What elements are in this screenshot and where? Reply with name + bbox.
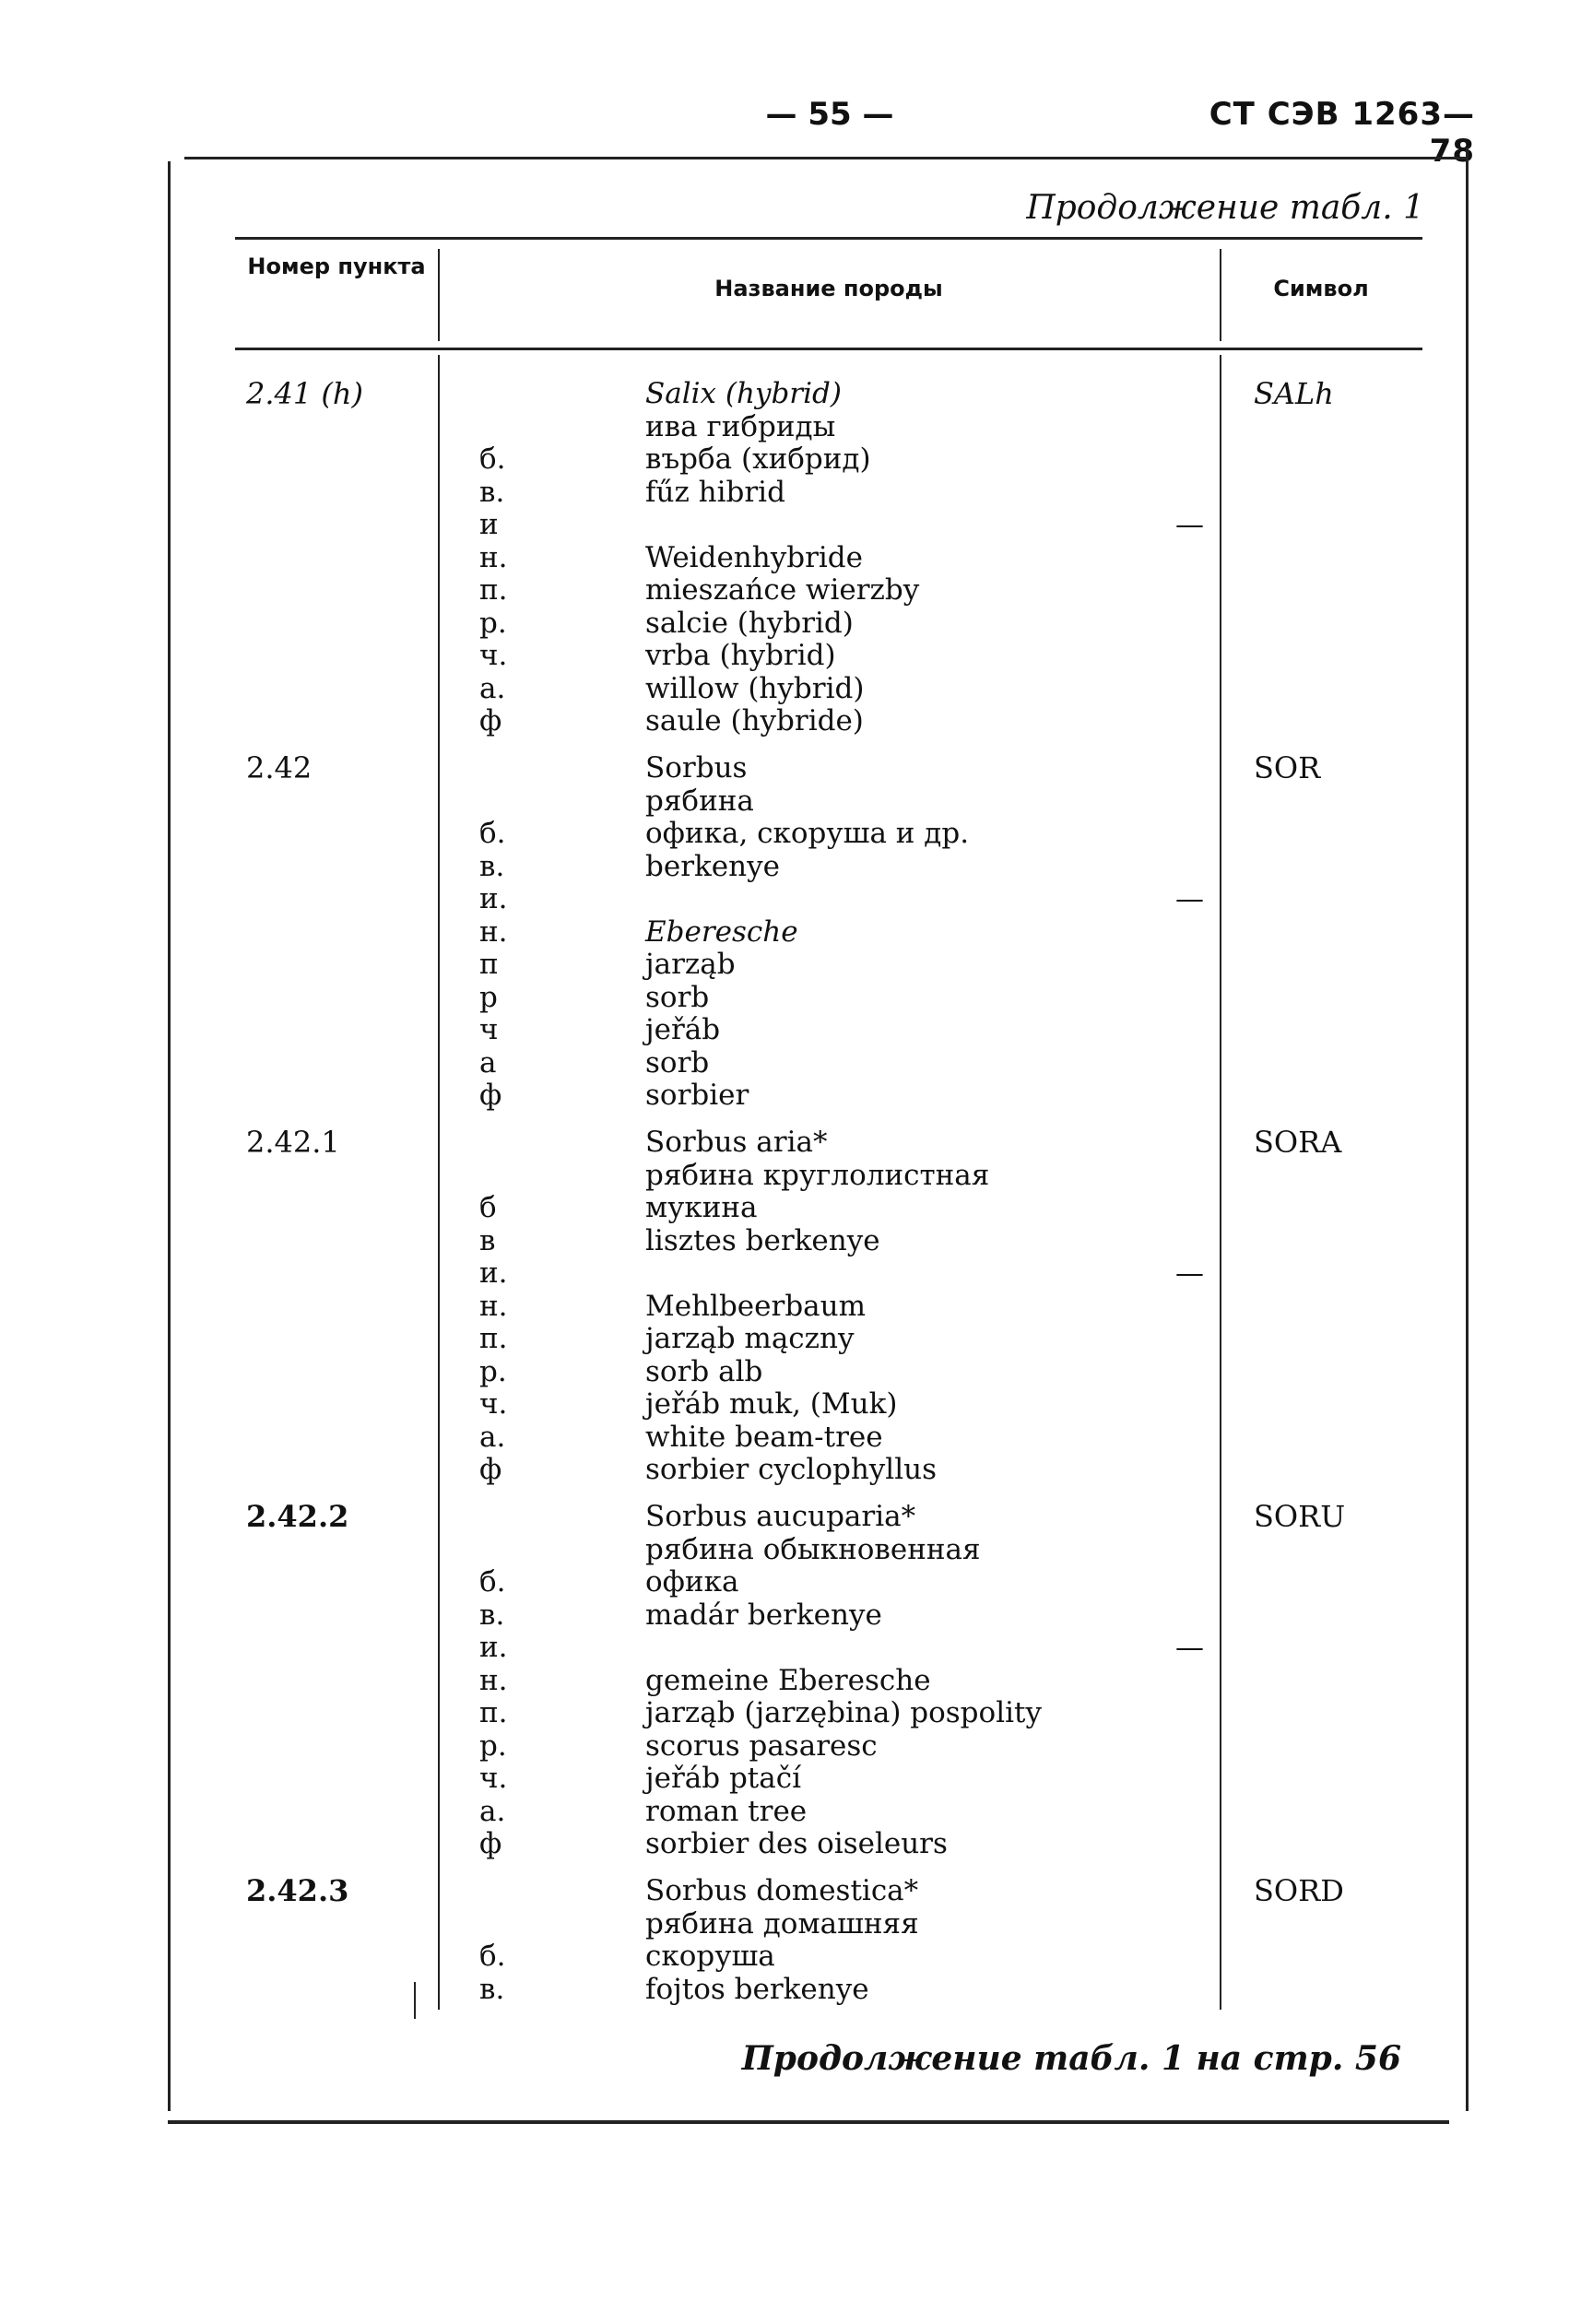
species-name: fojtos berkenye	[645, 1972, 869, 2006]
language-code: б.	[479, 1565, 506, 1598]
language-code: в	[479, 1223, 496, 1257]
entry-symbol: SORU	[1254, 1499, 1346, 1534]
column-divider-stub	[414, 1982, 416, 2019]
species-name: mieszańce wierzby	[645, 573, 920, 607]
entry-symbol: SALh	[1254, 376, 1334, 411]
language-code: а.	[479, 671, 506, 705]
species-name: рябина обыкновенная	[645, 1532, 981, 1566]
language-code: ч.	[479, 1762, 508, 1795]
language-code: н.	[479, 540, 508, 574]
species-name: Salix (hybrid)	[645, 377, 842, 410]
species-name: scorus pasaresc	[645, 1728, 878, 1763]
species-name: lisztes berkenye	[645, 1223, 880, 1257]
language-code: и.	[479, 882, 508, 915]
species-name: jeřáb ptačí	[645, 1762, 802, 1795]
language-code: п.	[479, 1322, 508, 1355]
language-code: и	[479, 508, 499, 541]
species-name: berkenye	[645, 849, 780, 883]
species-name: jarząb mączny	[645, 1322, 855, 1355]
species-name: saule (hybride)	[645, 704, 864, 737]
frame-bottom-rule	[168, 2120, 1449, 2124]
language-code: и.	[479, 1256, 508, 1290]
species-name: Mehlbeerbaum	[645, 1289, 867, 1323]
header-rule-bottom	[235, 348, 1422, 350]
language-code: в.	[479, 1972, 505, 2006]
language-code: б.	[479, 442, 506, 476]
language-code: ф	[479, 1827, 502, 1860]
language-code: п.	[479, 573, 508, 607]
language-code: н.	[479, 914, 508, 949]
language-code: н.	[479, 1289, 508, 1323]
species-name: офика, скоруша и др.	[645, 817, 970, 850]
language-code: ч.	[479, 1387, 508, 1421]
species-name: sorbier cyclophyllus	[645, 1453, 938, 1486]
species-name: sorb alb	[645, 1354, 763, 1388]
language-code: р	[479, 980, 498, 1014]
frame-right-rule	[1466, 147, 1469, 2111]
language-code: п.	[479, 1696, 508, 1729]
species-name: Eberesche	[645, 914, 798, 949]
column-divider-left	[438, 355, 440, 2010]
language-code: ф	[479, 1079, 502, 1112]
language-code: а.	[479, 1794, 506, 1828]
header-rule-top	[235, 237, 1422, 240]
species-name: —	[1175, 508, 1204, 541]
species-name: fűz hibrid	[645, 475, 785, 509]
species-name: Sorbus domestica*	[645, 1874, 919, 1907]
species-name: sorb	[645, 980, 710, 1014]
species-name: willow (hybrid)	[645, 671, 865, 705]
species-name: върба (хибрид)	[645, 442, 871, 476]
species-name: jarząb	[645, 948, 736, 981]
species-name: sorbier des oiseleurs	[645, 1827, 948, 1860]
header-number: Номер пункта	[247, 254, 426, 279]
species-name: gemeine Eberesche	[645, 1663, 931, 1697]
continuation-note-bottom: Продолжение табл. 1 на стр. 56	[741, 2039, 1401, 2078]
entry-symbol: SOR	[1254, 750, 1321, 785]
species-name: Weidenhybride	[645, 540, 863, 574]
species-name: Sorbus aria*	[645, 1126, 828, 1159]
species-name: jeřáb muk, (Muk)	[645, 1387, 898, 1421]
species-name: roman tree	[645, 1794, 808, 1828]
species-name: white beam-tree	[645, 1420, 883, 1454]
language-code: ч.	[479, 639, 508, 672]
entry-number: 2.42.3	[246, 1873, 349, 1908]
header-name: Название породы	[714, 276, 943, 301]
language-code: а.	[479, 1420, 506, 1454]
language-code: в.	[479, 849, 505, 883]
species-name: мукина	[645, 1191, 758, 1224]
standard-code: СТ СЭВ 1263—78	[1209, 96, 1475, 170]
language-code: п	[479, 948, 499, 981]
species-name: salcie (hybrid)	[645, 606, 854, 640]
species-name: —	[1175, 882, 1204, 915]
species-name: рябина круглолистная	[645, 1158, 990, 1192]
page-number: — 55 —	[765, 96, 894, 133]
species-name: рябина домашняя	[645, 1906, 919, 1941]
language-code: в.	[479, 1598, 505, 1632]
language-code: ф	[479, 704, 502, 737]
entry-number: 2.42	[246, 750, 313, 785]
species-name: jarząb (jarzębina) pospolity	[645, 1696, 1042, 1729]
entry-number: 2.42.1	[246, 1125, 340, 1160]
language-code: б.	[479, 817, 506, 850]
species-name: jeřáb	[645, 1013, 721, 1046]
species-name: Sorbus	[645, 751, 748, 784]
language-code: ф	[479, 1453, 502, 1486]
header-symbol: Символ	[1273, 276, 1369, 301]
language-code: ч	[479, 1013, 499, 1046]
entry-number: 2.41 (h)	[246, 376, 363, 411]
language-code: р.	[479, 1728, 507, 1763]
entry-number: 2.42.2	[246, 1499, 349, 1534]
species-name: рябина	[645, 784, 754, 818]
entry-symbol: SORD	[1254, 1873, 1344, 1908]
species-name: —	[1175, 1631, 1204, 1664]
frame-top-rule	[184, 157, 1466, 159]
language-code: и.	[479, 1631, 508, 1664]
frame-left-rule	[168, 161, 171, 2111]
language-code: а	[479, 1045, 497, 1079]
species-name: madár berkenye	[645, 1598, 882, 1632]
language-code: б.	[479, 1940, 506, 1973]
language-code: н.	[479, 1663, 508, 1697]
language-code: б	[479, 1191, 497, 1224]
species-name: sorbier	[645, 1079, 749, 1112]
continuation-note-top: Продолжение табл. 1	[1026, 189, 1424, 227]
species-name: ива гибриды	[645, 409, 836, 443]
species-name: —	[1175, 1256, 1204, 1290]
species-name: офика	[645, 1565, 739, 1598]
species-name: vrba (hybrid)	[645, 639, 836, 672]
species-name: Sorbus aucuparia*	[645, 1500, 916, 1533]
species-name: скоруша	[645, 1940, 775, 1973]
entry-symbol: SORA	[1254, 1125, 1342, 1160]
language-code: в.	[479, 475, 505, 509]
language-code: р.	[479, 606, 507, 640]
species-name: sorb	[645, 1045, 710, 1079]
language-code: р.	[479, 1354, 507, 1388]
column-divider-right	[1220, 355, 1221, 2010]
